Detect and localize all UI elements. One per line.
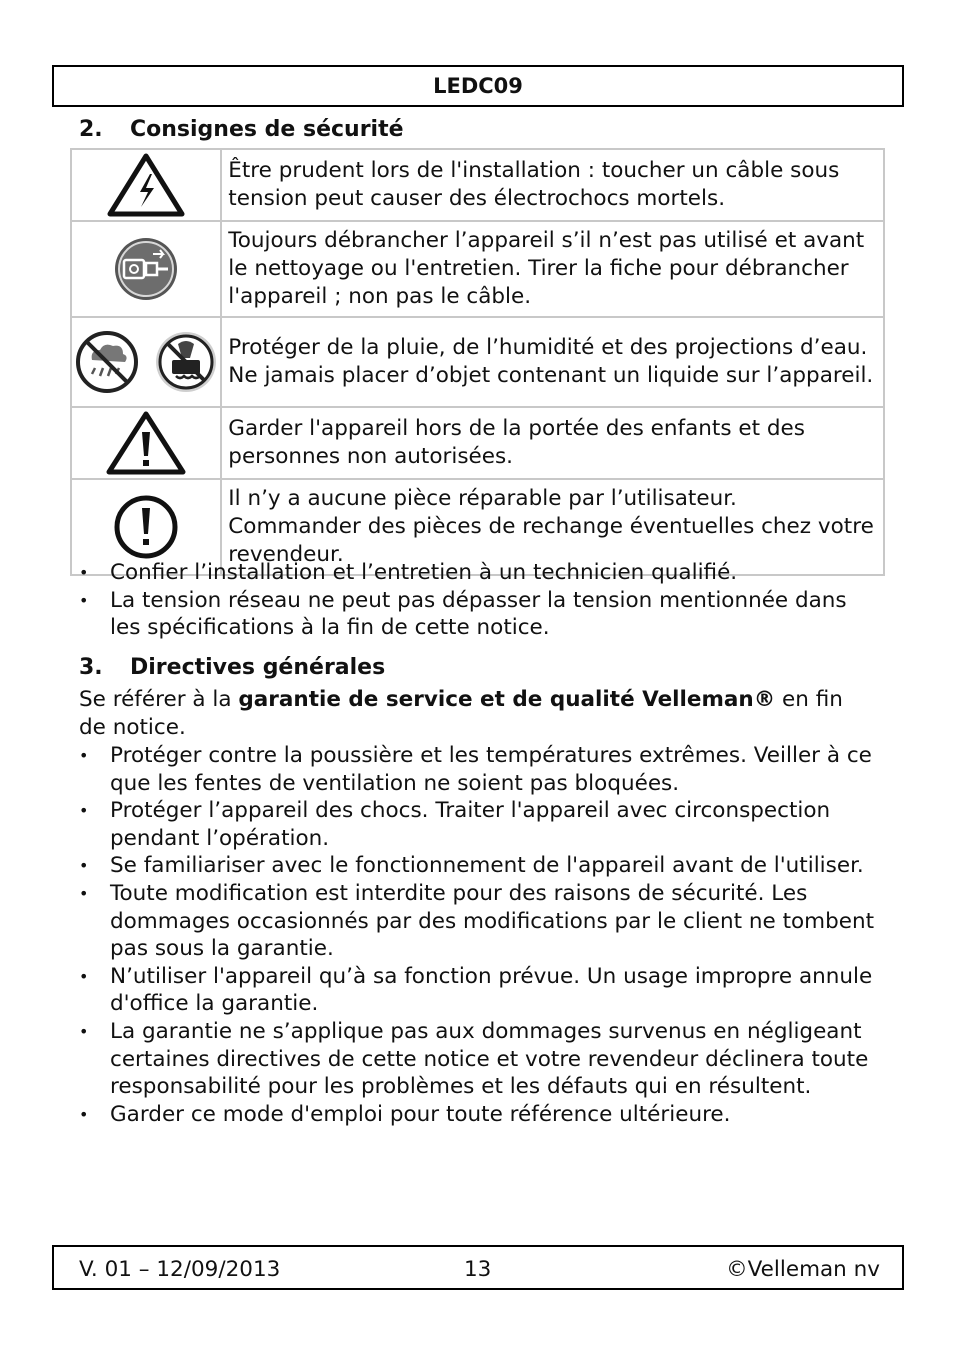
footer-box [52,1245,904,1290]
header-model-box [52,65,904,107]
section-3-number: 3. [79,655,103,680]
safety-row [71,221,884,317]
list-item: • La tension réseau ne peut pas dépasser la tension mentionnée dans les spécifications à la fin de cette notice. [79,587,879,642]
list-item: • Garder ce mode d'emploi pour toute référence ultérieure. [79,1101,879,1129]
list-item: • Protéger l’appareil des chocs. Traiter l'appareil avec circonspection pendant l’opération. [79,797,879,852]
general-warning-icon [106,410,186,476]
intro-suffix: en fin de notice. [79,687,843,740]
important-notice-icon [113,494,179,560]
high-voltage-warning-icon [107,152,185,218]
safety-table [70,148,885,576]
safety-icon-cell [71,407,221,479]
safety-icon-cell [71,221,221,317]
footer-version: V. 01 – 12/09/2013 [79,1257,281,1282]
safety-text: Protéger de la pluie, de l’humidité et des projections d’eau. Ne jamais placer d’objet contenant un liquide sur l’appareil. [221,317,884,407]
no-rain-icon [75,330,139,394]
unplug-icon [113,236,179,302]
section-2-title: Consignes de sécurité [130,117,404,142]
safety-row [71,149,884,221]
list-item: • Confier l’installation et l’entretien à un technicien qualifié. [79,559,879,587]
model-name: LEDC09 [433,74,523,98]
safety-row [71,407,884,479]
intro-warranty-bold: garantie de service et de qualité Velleman® [238,687,776,712]
section-2-heading [79,117,404,142]
list-item: • Toute modification est interdite pour des raisons de sécurité. Les dommages occasionnés par des modifications par le client ne tombent pas sous la garantie. [79,880,879,963]
safety-icon-cell [71,149,221,221]
section-2-bullet-list [79,559,879,642]
safety-row [71,317,884,407]
section-2-number: 2. [79,117,103,142]
safety-text: Toujours débrancher l’appareil s’il n’est pas utilisé et avant le nettoyage ou l'entretien. Tirer la fiche pour débrancher l'appareil ; non pas le câble. [221,221,884,317]
no-liquid-icon [154,330,218,394]
safety-text: Il n’y a aucune pièce réparable par l’utilisateur. Commander des pièces de rechange éventuelles chez votre revendeur. [221,479,884,575]
safety-text: Garder l'appareil hors de la portée des enfants et des personnes non autorisées. [221,407,884,479]
list-item: • Se familiariser avec le fonctionnement de l'appareil avant de l'utiliser. [79,852,879,880]
list-item: • La garantie ne s’applique pas aux dommages survenus en négligeant certaines directives de cette notice et votre revendeur déclinera toute responsabilité pour les problèmes et les défauts qui en résultent. [79,1018,879,1101]
section-3-bullet-list [79,742,879,1128]
list-item: • Protéger contre la poussière et les températures extrêmes. Veiller à ce que les fentes de ventilation ne soient pas bloquées. [79,742,879,797]
footer-copyright: ©Velleman nv [726,1257,880,1282]
safety-text: Être prudent lors de l'installation : toucher un câble sous tension peut causer des électrochocs mortels. [221,149,884,221]
section-3-title: Directives générales [130,655,386,680]
footer-page-number: 13 [464,1257,492,1282]
section-3-heading [79,655,385,680]
list-item: • N’utiliser l'appareil qu’à sa fonction prévue. Un usage impropre annule d'office la garantie. [79,963,879,1018]
safety-icon-cell [71,317,221,407]
section-3-intro [79,686,869,741]
intro-prefix: Se référer à la [79,687,239,712]
